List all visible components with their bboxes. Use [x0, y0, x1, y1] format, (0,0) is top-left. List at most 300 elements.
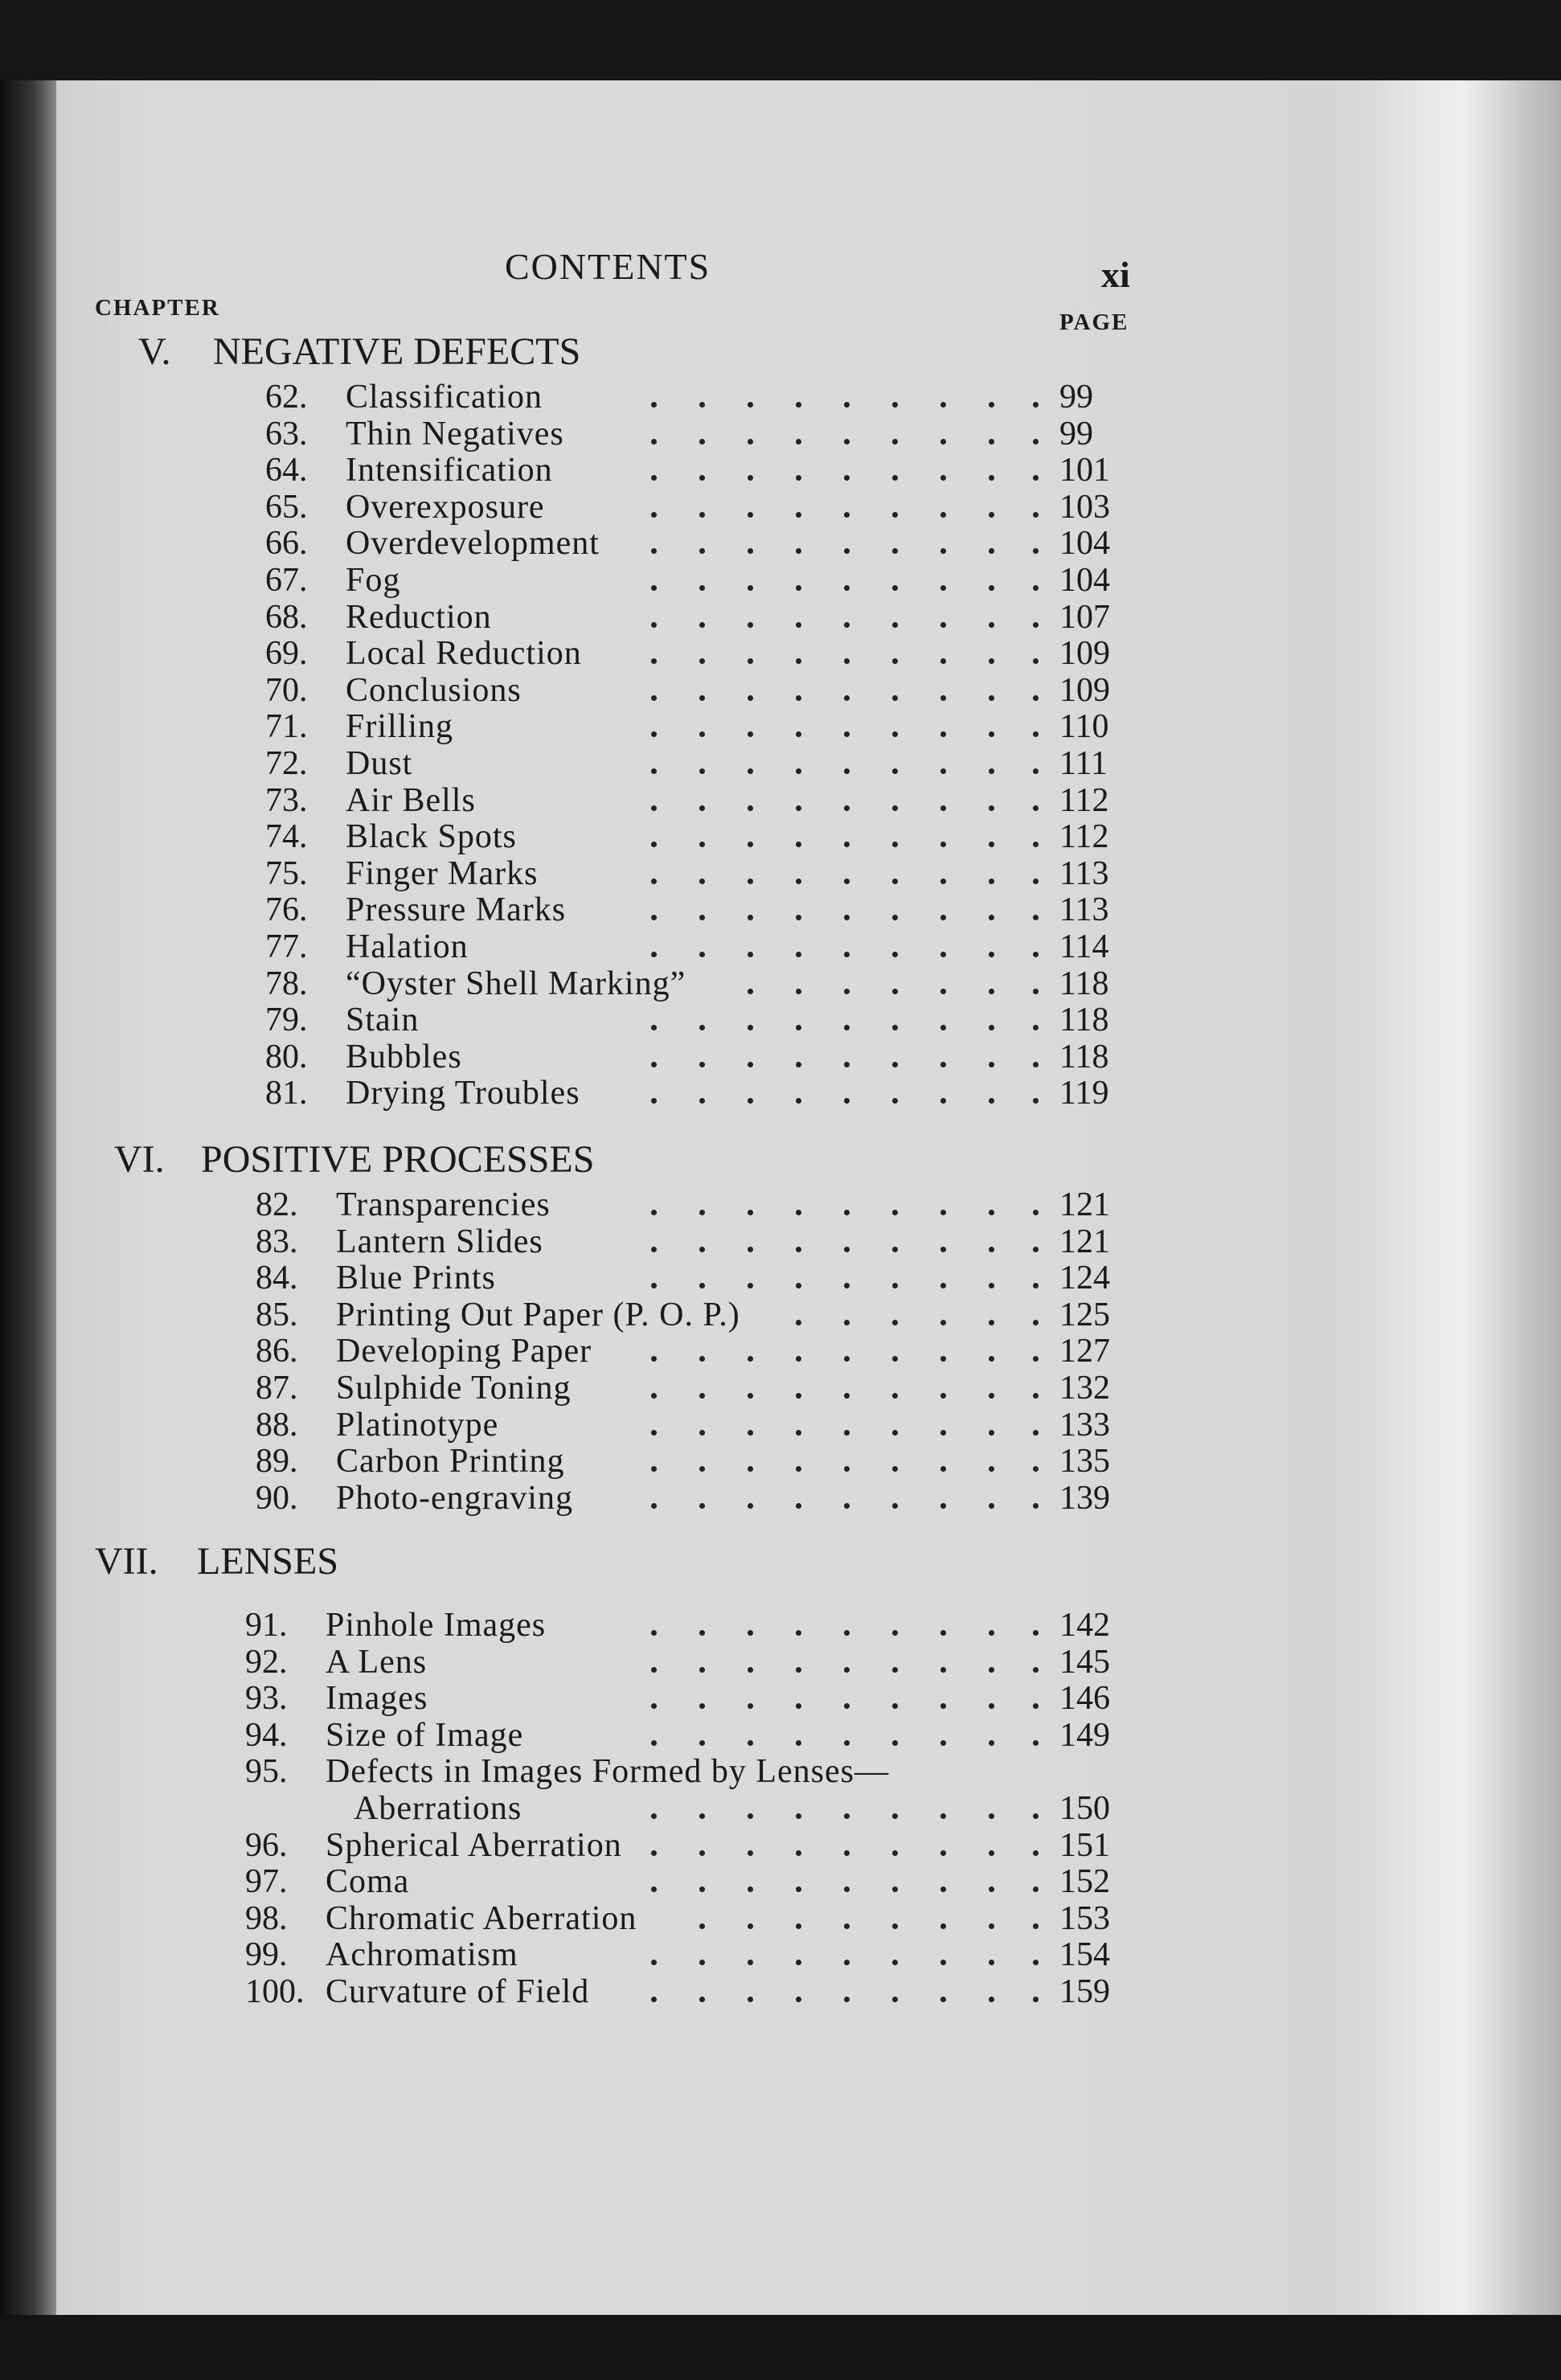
- leader-dot: [989, 622, 994, 628]
- leader-dot: [748, 1210, 753, 1215]
- leader-dot: [1033, 1740, 1039, 1746]
- leader-dot: [989, 879, 994, 884]
- leader-dot: [748, 512, 753, 518]
- entry-title: “Oyster Shell Marking”: [346, 965, 686, 1002]
- leader-dot: [748, 622, 753, 628]
- chapter-title: LENSES: [197, 1540, 339, 1583]
- leader-dot: [699, 1062, 705, 1067]
- leader-dot: [796, 989, 801, 994]
- leader-dot: [1033, 585, 1039, 591]
- entry-number: 76.: [265, 891, 308, 929]
- entry-title: Carbon Printing: [336, 1443, 565, 1481]
- leader-dot: [699, 585, 705, 591]
- entry-page: 107: [1059, 598, 1110, 636]
- leader-dot: [1033, 695, 1039, 701]
- leader-dot: [699, 1813, 705, 1819]
- leader-dot: [796, 1393, 801, 1399]
- toc-entry: [265, 671, 1149, 707]
- entry-page: 99: [1059, 415, 1093, 453]
- leader-dot: [1033, 1503, 1039, 1509]
- leader-dot: [651, 1247, 657, 1252]
- entry-page: 114: [1059, 928, 1109, 965]
- leader-dot: [748, 1667, 753, 1673]
- leader-dot: [844, 1813, 850, 1819]
- leader-dot: [651, 1997, 657, 2002]
- toc-entry: [245, 1862, 1129, 1899]
- leader-dot: [796, 1923, 801, 1929]
- toc-entry: [256, 1442, 1140, 1481]
- entry-number: 67.: [265, 562, 308, 599]
- page-number: xi: [1101, 254, 1130, 295]
- leader-dot: [892, 1850, 898, 1856]
- leader-dot: [651, 879, 657, 884]
- leader-dot: [940, 1667, 946, 1673]
- chapter-number: VI.: [114, 1138, 165, 1181]
- leader-dot: [1033, 1997, 1039, 2002]
- entry-number: 75.: [265, 854, 308, 892]
- leader-dot: [796, 1503, 801, 1509]
- entry-page: 118: [1059, 1002, 1109, 1039]
- toc-entry: [245, 1972, 1129, 2009]
- entry-page: 125: [1059, 1296, 1110, 1333]
- toc-entry: [245, 1826, 1129, 1862]
- leader-dot: [892, 1997, 898, 2002]
- entry-page: 113: [1059, 854, 1109, 892]
- leader-dot: [796, 439, 801, 444]
- leader-dot: [940, 512, 946, 518]
- toc-entry: [256, 1479, 1140, 1515]
- leader-dot: [989, 1503, 994, 1509]
- leader-dot: [699, 695, 705, 701]
- leader-dot: [892, 1667, 898, 1673]
- entry-page: 154: [1059, 1936, 1110, 1974]
- leader-dot: [651, 1813, 657, 1819]
- entry-title: Transparencies: [336, 1186, 551, 1223]
- toc-entry: [265, 598, 1149, 634]
- toc-entry: [256, 1406, 1140, 1442]
- entry-page: 113: [1059, 891, 1109, 929]
- leader-dot: [844, 1740, 850, 1746]
- leader-dot: [940, 1740, 946, 1746]
- toc-entry: [256, 1223, 1140, 1259]
- leader-dot: [651, 622, 657, 628]
- leader-dot: [844, 1393, 850, 1399]
- leader-dot: [892, 952, 898, 957]
- leader-dot: [699, 952, 705, 957]
- entry-title: Size of Image: [326, 1716, 524, 1754]
- toc-entry: [245, 1899, 1129, 1936]
- leader-dot: [1033, 1210, 1039, 1215]
- leader-dot: [651, 695, 657, 701]
- leader-dot: [748, 1923, 753, 1929]
- entry-page: 145: [1059, 1643, 1110, 1681]
- leader-dot: [699, 1210, 705, 1215]
- entry-title: Overexposure: [346, 488, 545, 526]
- toc-entry: [245, 1643, 1129, 1679]
- leader-dot: [748, 952, 753, 957]
- leader-dot: [651, 402, 657, 408]
- leader-dot: [796, 952, 801, 957]
- toc-entry: [265, 415, 1149, 451]
- leader-dot: [844, 439, 850, 444]
- leader-dot: [844, 1503, 850, 1509]
- leader-dot: [796, 879, 801, 884]
- toc-entry: [245, 1606, 1129, 1642]
- entry-page: 112: [1059, 818, 1109, 856]
- leader-dot: [1033, 1320, 1039, 1325]
- scan-bottom-border: [0, 2315, 1561, 2380]
- entry-number: 91.: [245, 1607, 288, 1644]
- leader-dot: [989, 805, 994, 811]
- entry-title: Lantern Slides: [336, 1223, 543, 1260]
- entry-title: Spherical Aberration: [326, 1826, 622, 1864]
- leader-dot: [796, 1430, 801, 1436]
- entry-page: 109: [1059, 671, 1110, 709]
- toc-entry: [265, 965, 1149, 1001]
- leader-dot: [940, 952, 946, 957]
- entry-number: 81.: [265, 1075, 308, 1112]
- entry-title: Halation: [346, 928, 469, 965]
- leader-dot: [699, 879, 705, 884]
- leader-dot: [796, 695, 801, 701]
- leader-dot: [940, 805, 946, 811]
- leader-dot: [892, 585, 898, 591]
- leader-dot: [699, 1850, 705, 1856]
- leader-dot: [892, 879, 898, 884]
- entry-number: 86.: [256, 1333, 298, 1370]
- leader-dot: [989, 1850, 994, 1856]
- leader-dot: [748, 1850, 753, 1856]
- entry-page: 112: [1059, 781, 1109, 819]
- entry-title: Dust: [346, 745, 413, 782]
- entry-number: 63.: [265, 415, 308, 453]
- leader-dot: [1033, 1630, 1039, 1636]
- toc-entry: [265, 891, 1149, 927]
- leader-dot: [748, 1630, 753, 1636]
- leader-dot: [1033, 402, 1039, 408]
- leader-dot: [989, 1667, 994, 1673]
- leader-dot: [989, 1247, 994, 1252]
- leader-dot: [892, 1813, 898, 1819]
- leader-dot: [796, 1667, 801, 1673]
- leader-dot: [892, 1210, 898, 1215]
- leader-dot: [796, 1630, 801, 1636]
- leader-dot: [844, 1997, 850, 2002]
- entry-number: 69.: [265, 635, 308, 673]
- leader-dot: [1033, 512, 1039, 518]
- leader-dot: [796, 1740, 801, 1746]
- leader-dot: [940, 1320, 946, 1325]
- leader-dot: [748, 402, 753, 408]
- entry-number: 80.: [265, 1038, 308, 1075]
- leader-dot: [940, 1813, 946, 1819]
- leader-dot: [651, 768, 657, 774]
- page-column-label: PAGE: [1059, 309, 1129, 335]
- entry-page: 110: [1059, 708, 1109, 746]
- leader-dot: [989, 989, 994, 994]
- entry-number: 70.: [265, 671, 308, 709]
- leader-dot: [989, 1740, 994, 1746]
- entry-title: Classification: [346, 379, 543, 416]
- leader-dot: [699, 1667, 705, 1673]
- entry-title: Chromatic Aberration: [326, 1899, 637, 1937]
- leader-dot: [844, 989, 850, 994]
- leader-dot: [892, 512, 898, 518]
- entry-title: Reduction: [346, 598, 492, 636]
- leader-dot: [940, 622, 946, 628]
- entry-number: 84.: [256, 1260, 298, 1297]
- entry-title: Sulphide Toning: [336, 1370, 572, 1407]
- chapter-number: V.: [138, 330, 171, 373]
- leader-dot: [1033, 1813, 1039, 1819]
- leader-dot: [748, 585, 753, 591]
- entry-title: Pinhole Images: [326, 1607, 547, 1644]
- leader-dot: [1033, 1923, 1039, 1929]
- leader-dot: [844, 695, 850, 701]
- leader-dot: [940, 1923, 946, 1929]
- entry-number: 73.: [265, 781, 308, 819]
- leader-dot: [989, 402, 994, 408]
- leader-dot: [651, 805, 657, 811]
- leader-dot: [1033, 1667, 1039, 1673]
- toc-entry: [256, 1259, 1140, 1295]
- entry-title: Finger Marks: [346, 854, 539, 892]
- entry-title: Platinotype: [336, 1406, 499, 1444]
- leader-dot: [748, 1393, 753, 1399]
- leader-dot: [892, 1740, 898, 1746]
- entry-page: 101: [1059, 452, 1110, 490]
- leader-dot: [940, 879, 946, 884]
- toc-entry: [265, 488, 1149, 524]
- leader-dot: [844, 512, 850, 518]
- entry-page: 109: [1059, 635, 1110, 673]
- entry-number: 83.: [256, 1223, 298, 1260]
- leader-dot: [844, 879, 850, 884]
- entry-title: Aberrations: [354, 1790, 522, 1827]
- entry-number: 92.: [245, 1643, 288, 1681]
- entry-page: 118: [1059, 965, 1109, 1002]
- leader-dot: [748, 695, 753, 701]
- leader-dot: [796, 805, 801, 811]
- leader-dot: [989, 1813, 994, 1819]
- leader-dot: [748, 805, 753, 811]
- leader-dot: [892, 439, 898, 444]
- leader-dot: [1033, 879, 1039, 884]
- leader-dot: [651, 1667, 657, 1673]
- toc-entry: [245, 1679, 1129, 1718]
- entry-title: Pressure Marks: [346, 891, 567, 929]
- leader-dot: [748, 1503, 753, 1509]
- leader-dot: [1033, 989, 1039, 994]
- chapter-title: POSITIVE PROCESSES: [201, 1138, 595, 1181]
- leader-dot: [699, 805, 705, 811]
- toc-entry: [265, 928, 1149, 964]
- leader-dot: [796, 585, 801, 591]
- leader-dot: [796, 512, 801, 518]
- entry-page: 121: [1059, 1186, 1110, 1223]
- entry-number: 90.: [256, 1479, 298, 1517]
- leader-dot: [989, 1210, 994, 1215]
- entry-page: 118: [1059, 1038, 1109, 1075]
- leader-dot: [844, 1062, 850, 1067]
- entry-title: Coma: [326, 1863, 410, 1901]
- entry-page: 149: [1059, 1716, 1110, 1754]
- leader-dot: [796, 1813, 801, 1819]
- entry-number: 66.: [265, 525, 308, 563]
- leader-dot: [699, 402, 705, 408]
- leader-dot: [651, 1740, 657, 1746]
- leader-dot: [844, 952, 850, 957]
- entry-page: 139: [1059, 1479, 1110, 1517]
- entry-number: 99.: [245, 1936, 288, 1974]
- book-spine-shadow: [0, 80, 56, 2315]
- toc-entry: [256, 1369, 1140, 1405]
- leader-dot: [748, 439, 753, 444]
- leader-dot: [796, 622, 801, 628]
- leader-dot: [796, 1320, 801, 1325]
- toc-entry: [265, 1038, 1149, 1074]
- leader-dot: [844, 768, 850, 774]
- entry-page: 119: [1059, 1075, 1109, 1112]
- leader-dot: [940, 1393, 946, 1399]
- entry-title: Developing Paper: [336, 1333, 592, 1370]
- leader-dot: [651, 1503, 657, 1509]
- leader-dot: [699, 1393, 705, 1399]
- entry-number: 98.: [245, 1899, 288, 1937]
- leader-dot: [940, 768, 946, 774]
- toc-entry: [265, 1001, 1149, 1037]
- leader-dot: [892, 695, 898, 701]
- entry-title: Images: [326, 1680, 428, 1718]
- entry-page: 133: [1059, 1406, 1110, 1444]
- leader-dot: [796, 402, 801, 408]
- entry-page: 104: [1059, 562, 1110, 599]
- toc-entry: [265, 378, 1149, 414]
- leader-dot: [892, 805, 898, 811]
- entry-title: Black Spots: [346, 818, 517, 856]
- leader-dot: [1033, 1062, 1039, 1067]
- leader-dot: [651, 439, 657, 444]
- entry-number: 87.: [256, 1370, 298, 1407]
- leader-dot: [748, 879, 753, 884]
- chapter-number: VII.: [95, 1540, 158, 1583]
- leader-dot: [651, 1062, 657, 1067]
- leader-dot: [796, 768, 801, 774]
- entry-title: Air Bells: [346, 781, 476, 819]
- leader-dot: [748, 768, 753, 774]
- entry-page: 152: [1059, 1863, 1110, 1901]
- leader-dot: [940, 1630, 946, 1636]
- entry-title: Intensification: [346, 452, 553, 490]
- leader-dot: [1033, 622, 1039, 628]
- leader-dot: [699, 1740, 705, 1746]
- leader-dot: [748, 989, 753, 994]
- entry-title: Frilling: [346, 708, 454, 746]
- leader-dot: [1033, 1393, 1039, 1399]
- leader-dot: [1033, 952, 1039, 957]
- leader-dot: [940, 1430, 946, 1436]
- leader-dot: [844, 1320, 850, 1325]
- leader-dot: [892, 1062, 898, 1067]
- leader-dot: [892, 1247, 898, 1252]
- entry-number: 88.: [256, 1406, 298, 1444]
- leader-dot: [844, 1210, 850, 1215]
- toc-entry: [256, 1332, 1140, 1368]
- entry-number: 78.: [265, 965, 308, 1002]
- leader-dot: [699, 1503, 705, 1509]
- toc-entry: [256, 1296, 1140, 1332]
- leader-dot: [989, 512, 994, 518]
- entry-page: 121: [1059, 1223, 1110, 1260]
- leader-dot: [989, 952, 994, 957]
- leader-dot: [844, 1630, 850, 1636]
- entry-number: 65.: [265, 488, 308, 526]
- entry-number: 62.: [265, 379, 308, 416]
- leader-dot: [651, 952, 657, 957]
- leader-dot: [989, 585, 994, 591]
- toc-entry: [265, 817, 1149, 854]
- leader-dot: [1033, 768, 1039, 774]
- entry-title: Blue Prints: [336, 1260, 496, 1297]
- entry-page: 150: [1059, 1790, 1110, 1827]
- entry-number: 89.: [256, 1443, 298, 1481]
- entry-title: Conclusions: [346, 671, 522, 709]
- entry-number: 64.: [265, 452, 308, 490]
- toc-entry: [265, 854, 1149, 891]
- entry-number: 71.: [265, 708, 308, 746]
- chapter-title: NEGATIVE DEFECTS: [213, 330, 581, 373]
- entry-page: 124: [1059, 1260, 1110, 1297]
- toc-entry: [265, 451, 1149, 490]
- page-title: CONTENTS: [505, 246, 711, 287]
- leader-dot: [892, 1320, 898, 1325]
- leader-dot: [989, 1430, 994, 1436]
- leader-dot: [651, 1630, 657, 1636]
- leader-dot: [892, 1923, 898, 1929]
- entry-page: 127: [1059, 1333, 1110, 1370]
- leader-dot: [989, 1062, 994, 1067]
- leader-dot: [699, 1247, 705, 1252]
- leader-dot: [651, 1850, 657, 1856]
- toc-entry: [245, 1716, 1129, 1752]
- leader-dot: [892, 1630, 898, 1636]
- leader-dot: [989, 1630, 994, 1636]
- entry-title: Drying Troubles: [346, 1075, 580, 1112]
- leader-dot: [699, 1997, 705, 2002]
- entry-number: 68.: [265, 598, 308, 636]
- leader-dot: [989, 768, 994, 774]
- entry-title: Achromatism: [326, 1936, 518, 1974]
- leader-dot: [651, 512, 657, 518]
- leader-dot: [892, 1393, 898, 1399]
- entry-number: 72.: [265, 745, 308, 782]
- toc-entry: [265, 524, 1149, 563]
- entry-title: Stain: [346, 1002, 420, 1039]
- entry-title: Printing Out Paper (P. O. P.): [336, 1296, 740, 1333]
- leader-dot: [748, 1740, 753, 1746]
- leader-dot: [940, 1210, 946, 1215]
- entry-number: 85.: [256, 1296, 298, 1333]
- leader-dot: [940, 1850, 946, 1856]
- page-edge-highlight: [1366, 80, 1561, 2315]
- leader-dot: [940, 402, 946, 408]
- entry-number: 93.: [245, 1680, 288, 1718]
- toc-entry: [265, 707, 1149, 746]
- entry-title: Local Reduction: [346, 635, 582, 673]
- leader-dot: [748, 1430, 753, 1436]
- toc-entry: [265, 561, 1149, 597]
- leader-dot: [844, 402, 850, 408]
